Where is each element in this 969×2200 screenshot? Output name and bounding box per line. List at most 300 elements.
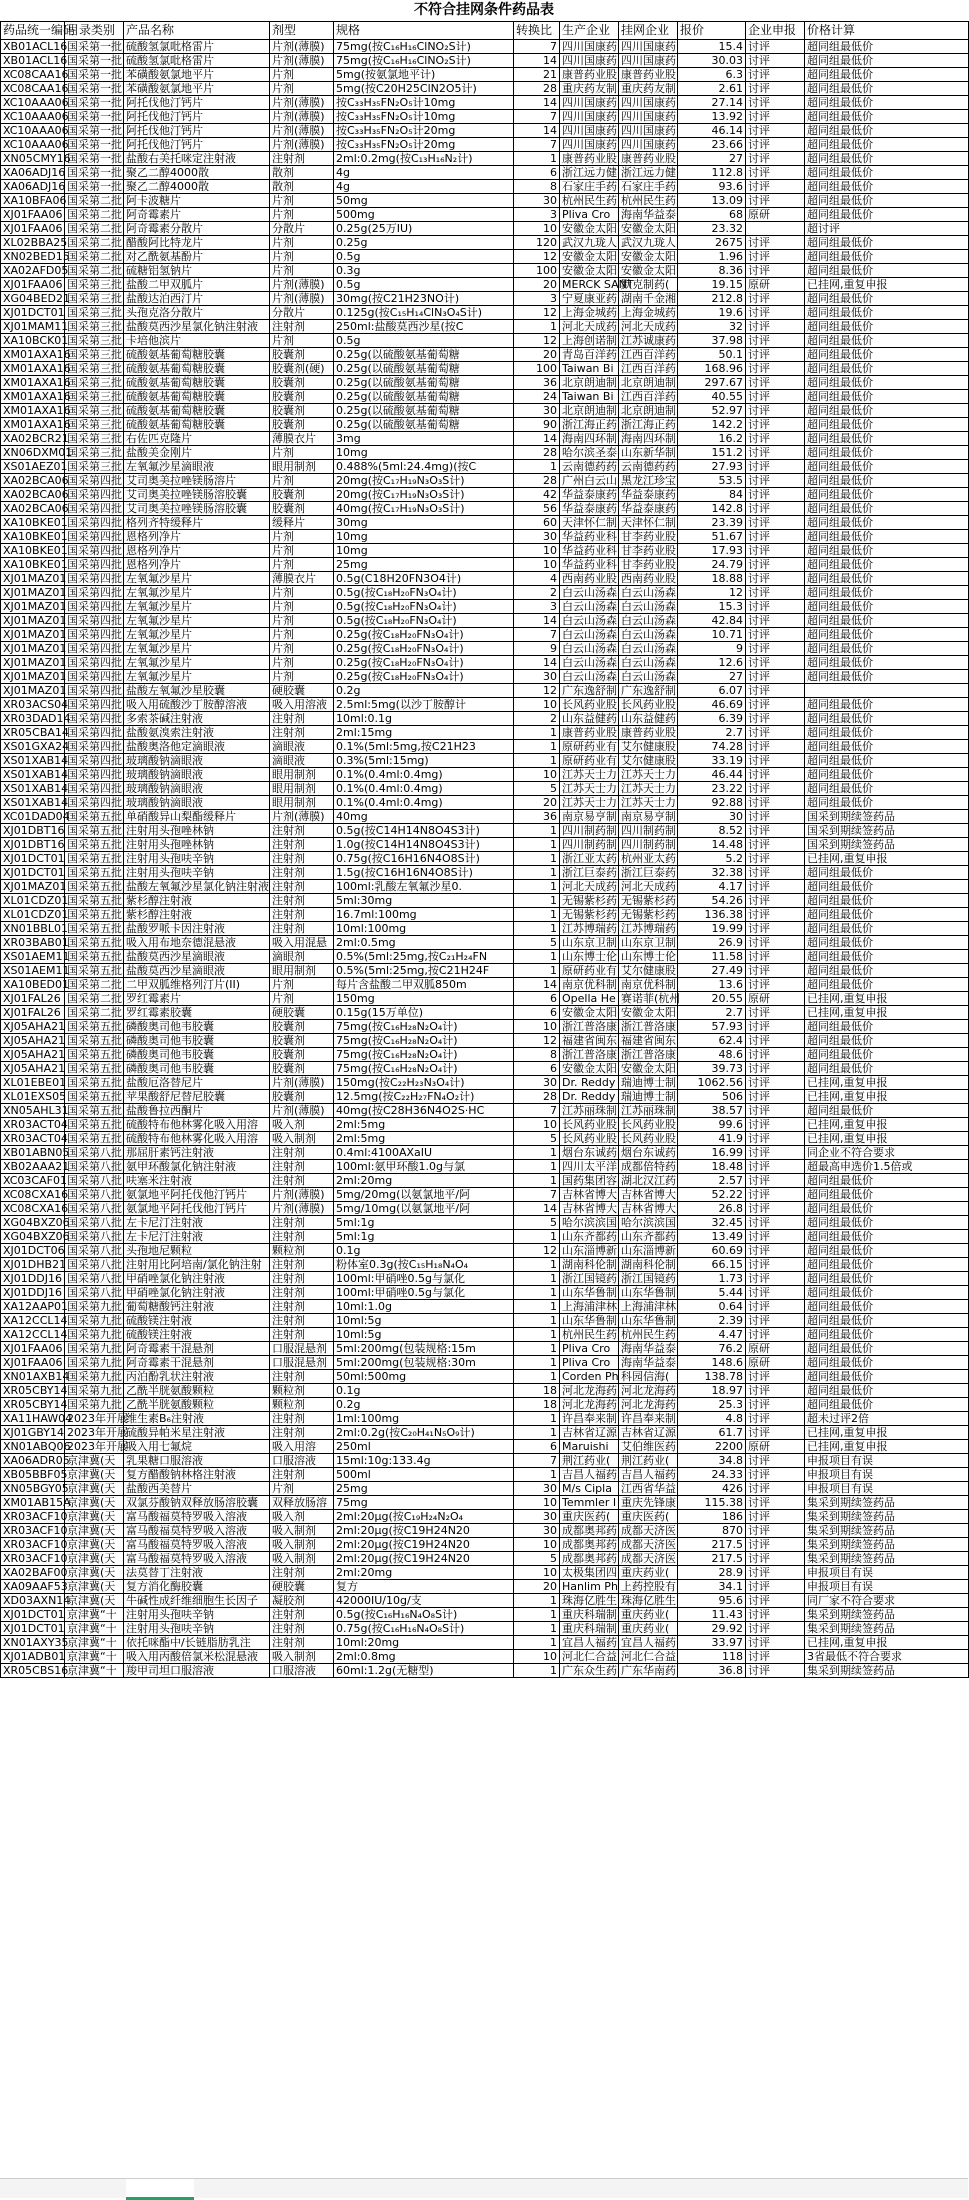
cell-ratio[interactable]: 6 (514, 166, 560, 180)
cell-category[interactable]: 国采第九批 (65, 1398, 124, 1412)
cell-product[interactable]: 聚乙二醇4000散 (124, 166, 270, 180)
cell-price-calc[interactable]: 已挂网,重复申报 (805, 1636, 969, 1650)
cell-spec[interactable]: 5mg/10mg(以氨氯地平/阿 (334, 1202, 514, 1216)
cell-price[interactable]: 6.07 (678, 684, 746, 698)
cell-code[interactable]: XC10AAA06 (1, 110, 65, 124)
cell-code[interactable]: XJ01MAM11 (1, 320, 65, 334)
cell-product[interactable]: 甲硝唑氯化钠注射液 (124, 1286, 270, 1300)
cell-price-calc[interactable]: 超同组最低价 (805, 656, 969, 670)
cell-product[interactable]: 左氧氟沙星片 (124, 642, 270, 656)
cell-manufacturer[interactable]: 江苏天士力 (560, 768, 619, 782)
cell-form[interactable]: 眼用制剂 (270, 964, 334, 978)
cell-category[interactable]: 国采第四批 (65, 782, 124, 796)
cell-price-calc[interactable]: 集采到期续签药品 (805, 1622, 969, 1636)
cell-listing-company[interactable]: 吉林省博大 (619, 1202, 678, 1216)
cell-listing-company[interactable]: 湖南千金湘 (619, 292, 678, 306)
cell-listing-company[interactable]: 湖北汉江药 (619, 1174, 678, 1188)
cell-category[interactable]: 国采第四批 (65, 796, 124, 810)
cell-declaration[interactable]: 讨评 (746, 1398, 805, 1412)
cell-spec[interactable]: 2ml:0.5mg (334, 936, 514, 950)
cell-product[interactable]: 注射用头孢唑林钠 (124, 838, 270, 852)
cell-price[interactable]: 53.5 (678, 474, 746, 488)
cell-category[interactable]: 京津冀(天 (65, 1538, 124, 1552)
cell-product[interactable]: 富马酸福莫特罗吸入溶液 (124, 1510, 270, 1524)
cell-price[interactable]: 4.47 (678, 1328, 746, 1342)
cell-product[interactable]: 复方消化酶胶囊 (124, 1580, 270, 1594)
cell-listing-company[interactable]: 科园信海( (619, 1370, 678, 1384)
cell-form[interactable]: 片剂(薄膜) (270, 1076, 334, 1090)
cell-ratio[interactable]: 12 (514, 1034, 560, 1048)
cell-spec[interactable]: 3mg (334, 432, 514, 446)
cell-form[interactable]: 口服混悬剂 (270, 1342, 334, 1356)
cell-category[interactable]: 国采第四批 (65, 502, 124, 516)
cell-form[interactable]: 注射剂 (270, 1272, 334, 1286)
cell-declaration[interactable]: 讨评 (746, 1510, 805, 1524)
cell-declaration[interactable]: 讨评 (746, 96, 805, 110)
cell-listing-company[interactable]: 江苏天士力 (619, 796, 678, 810)
cell-spec[interactable]: 60ml:1.2g(无糖型) (334, 1664, 514, 1678)
cell-form[interactable]: 注射剂 (270, 1160, 334, 1174)
cell-declaration[interactable]: 讨评 (746, 1426, 805, 1440)
cell-form[interactable]: 片剂 (270, 208, 334, 222)
cell-price-calc[interactable]: 超同组最低价 (805, 936, 969, 950)
cell-code[interactable]: XJ01DCT01 (1, 866, 65, 880)
cell-category[interactable]: 国采第九批 (65, 1342, 124, 1356)
cell-price-calc[interactable]: 集采到期续签药品 (805, 1608, 969, 1622)
cell-manufacturer[interactable]: 江苏丽珠制 (560, 1104, 619, 1118)
cell-price-calc[interactable]: 集采到期续签药品 (805, 1664, 969, 1678)
cell-form[interactable]: 滴眼液 (270, 754, 334, 768)
cell-manufacturer[interactable]: 宜昌人福药 (560, 1636, 619, 1650)
cell-ratio[interactable]: 10 (514, 1496, 560, 1510)
cell-product[interactable]: 硫酸氨基葡萄糖胶囊 (124, 362, 270, 376)
cell-code[interactable]: XM01AXA16 (1, 418, 65, 432)
cell-ratio[interactable]: 1 (514, 824, 560, 838)
cell-manufacturer[interactable]: 长风药业股 (560, 1132, 619, 1146)
cell-manufacturer[interactable]: M/s Cipla (560, 1482, 619, 1496)
cell-manufacturer[interactable]: 长风药业股 (560, 698, 619, 712)
cell-price[interactable]: 93.6 (678, 180, 746, 194)
cell-declaration[interactable]: 原研 (746, 208, 805, 222)
cell-price[interactable]: 4.17 (678, 880, 746, 894)
cell-price[interactable]: 217.5 (678, 1538, 746, 1552)
cell-code[interactable]: XA06ADJ16 (1, 180, 65, 194)
cell-ratio[interactable]: 18 (514, 1398, 560, 1412)
cell-manufacturer[interactable]: 浙江普洛康 (560, 1020, 619, 1034)
cell-code[interactable]: XB01ACL16 (1, 54, 65, 68)
cell-price-calc[interactable]: 超同组最低价 (805, 152, 969, 166)
cell-ratio[interactable]: 10 (514, 1118, 560, 1132)
cell-listing-company[interactable]: 赛诺菲(杭州 (619, 992, 678, 1006)
cell-manufacturer[interactable]: 浙江海正药 (560, 418, 619, 432)
cell-declaration[interactable]: 讨评 (746, 1286, 805, 1300)
cell-manufacturer[interactable]: 北京朗迪制 (560, 376, 619, 390)
cell-spec[interactable]: 150mg(按C₂₂H₂₃N₃O₄计) (334, 1076, 514, 1090)
cell-code[interactable]: XG04BXZ06 (1, 1230, 65, 1244)
cell-declaration[interactable]: 讨评 (746, 922, 805, 936)
cell-spec[interactable]: 0.25g(按C₁₈H₂₀FN₃O₄计) (334, 656, 514, 670)
cell-manufacturer[interactable]: 江苏博瑞药 (560, 922, 619, 936)
cell-manufacturer[interactable]: 山东京卫制 (560, 936, 619, 950)
cell-price-calc[interactable]: 超同组最低价 (805, 1384, 969, 1398)
cell-price-calc[interactable]: 超同组最低价 (805, 880, 969, 894)
cell-form[interactable]: 注射剂 (270, 1426, 334, 1440)
cell-manufacturer[interactable]: 云南德药药 (560, 460, 619, 474)
cell-declaration[interactable]: 讨评 (746, 866, 805, 880)
cell-code[interactable]: XA06ADJ16 (1, 166, 65, 180)
cell-listing-company[interactable]: 瑞迪博士制 (619, 1090, 678, 1104)
cell-listing-company[interactable]: 安徽金太阳 (619, 264, 678, 278)
cell-spec[interactable]: 5ml:1g (334, 1216, 514, 1230)
cell-ratio[interactable]: 21 (514, 68, 560, 82)
cell-price[interactable]: 23.39 (678, 516, 746, 530)
cell-ratio[interactable]: 1 (514, 950, 560, 964)
cell-declaration[interactable]: 讨评 (746, 1146, 805, 1160)
cell-price[interactable]: 18.48 (678, 1160, 746, 1174)
cell-price-calc[interactable]: 超同组最低价 (805, 250, 969, 264)
cell-ratio[interactable]: 20 (514, 278, 560, 292)
cell-code[interactable]: XA02BAF00 (1, 1566, 65, 1580)
cell-code[interactable]: XA10BKE01 (1, 530, 65, 544)
cell-price[interactable]: 33.19 (678, 754, 746, 768)
cell-manufacturer[interactable]: 安徽金太阳 (560, 264, 619, 278)
cell-manufacturer[interactable]: 成都奥邦药 (560, 1524, 619, 1538)
cell-ratio[interactable]: 14 (514, 96, 560, 110)
cell-declaration[interactable]: 讨评 (746, 908, 805, 922)
cell-listing-company[interactable]: 成都天济医 (619, 1552, 678, 1566)
cell-manufacturer[interactable]: Pliva Cro (560, 208, 619, 222)
cell-ratio[interactable]: 7 (514, 138, 560, 152)
cell-category[interactable]: 国采第三批 (65, 390, 124, 404)
cell-product[interactable]: 苯磺酸氨氯地平片 (124, 82, 270, 96)
cell-ratio[interactable]: 6 (514, 1006, 560, 1020)
cell-form[interactable]: 胶囊剂 (270, 348, 334, 362)
cell-ratio[interactable]: 1 (514, 1608, 560, 1622)
cell-listing-company[interactable]: 白云山汤森 (619, 670, 678, 684)
cell-form[interactable]: 注射剂 (270, 1412, 334, 1426)
cell-price[interactable]: 99.6 (678, 1118, 746, 1132)
cell-listing-company[interactable]: 南京易亨制 (619, 810, 678, 824)
cell-form[interactable]: 硬胶囊 (270, 1006, 334, 1020)
cell-code[interactable]: XC08CXA16 (1, 1188, 65, 1202)
cell-form[interactable]: 片剂(薄膜) (270, 1104, 334, 1118)
cell-manufacturer[interactable]: 河北天成药 (560, 880, 619, 894)
cell-ratio[interactable]: 1 (514, 922, 560, 936)
cell-ratio[interactable]: 42 (514, 488, 560, 502)
cell-product[interactable]: 苯磺酸氨氯地平片 (124, 68, 270, 82)
cell-manufacturer[interactable]: Opella He (560, 992, 619, 1006)
cell-manufacturer[interactable]: 白云山汤森 (560, 656, 619, 670)
cell-code[interactable]: XR03DAD14 (1, 712, 65, 726)
cell-form[interactable]: 片剂 (270, 642, 334, 656)
cell-ratio[interactable]: 14 (514, 614, 560, 628)
cell-price[interactable]: 19.6 (678, 306, 746, 320)
cell-spec[interactable]: 50ml:500mg (334, 1370, 514, 1384)
cell-spec[interactable]: 40mg (334, 810, 514, 824)
cell-category[interactable]: 国采第一批 (65, 166, 124, 180)
cell-listing-company[interactable]: 吉昌人福药 (619, 1468, 678, 1482)
cell-category[interactable]: 国采第五批 (65, 1048, 124, 1062)
cell-product[interactable]: 富马酸福莫特罗吸入溶液 (124, 1538, 270, 1552)
cell-listing-company[interactable]: 四川国康药 (619, 40, 678, 54)
cell-price-calc[interactable]: 超同组最低价 (805, 1216, 969, 1230)
cell-category[interactable]: 国采第一批 (65, 54, 124, 68)
cell-listing-company[interactable]: 江西百洋药 (619, 348, 678, 362)
cell-manufacturer[interactable]: Taiwan Bi (560, 390, 619, 404)
cell-spec[interactable]: 0.125g(按C₁₅H₁₄ClN₃O₄S计) (334, 306, 514, 320)
cell-code[interactable]: XN05BGY05 (1, 1482, 65, 1496)
cell-product[interactable]: 氨氯地平阿托伐他汀钙片 (124, 1202, 270, 1216)
cell-spec[interactable]: 0.5g(按C₁₈H₂₀FN₃O₄计) (334, 614, 514, 628)
cell-price-calc[interactable]: 超同组最低价 (805, 1272, 969, 1286)
cell-category[interactable]: 国采第三批 (65, 292, 124, 306)
cell-listing-company[interactable]: 四川国康药 (619, 138, 678, 152)
cell-price[interactable]: 25.3 (678, 1398, 746, 1412)
cell-listing-company[interactable]: 四川制药制 (619, 824, 678, 838)
cell-price-calc[interactable]: 已挂网,重复申报 (805, 1118, 969, 1132)
cell-category[interactable]: 国采第五批 (65, 1076, 124, 1090)
cell-form[interactable]: 眼用制剂 (270, 460, 334, 474)
cell-code[interactable]: XA09AAF53 (1, 1580, 65, 1594)
cell-product[interactable]: 硫酸镁注射液 (124, 1328, 270, 1342)
cell-declaration[interactable]: 讨评 (746, 516, 805, 530)
cell-code[interactable]: XA10BCK01 (1, 334, 65, 348)
cell-price[interactable]: 186 (678, 1510, 746, 1524)
cell-listing-company[interactable]: 康普药业股 (619, 152, 678, 166)
cell-listing-company[interactable]: 艾尔健康股 (619, 740, 678, 754)
cell-product[interactable]: 富马酸福莫特罗吸入溶液 (124, 1552, 270, 1566)
cell-category[interactable]: 国采第五批 (65, 838, 124, 852)
cell-code[interactable]: XA12CCL14 (1, 1314, 65, 1328)
cell-manufacturer[interactable]: 哈尔滨滨国 (560, 1216, 619, 1230)
cell-price-calc[interactable]: 超同组最低价 (805, 1202, 969, 1216)
cell-product[interactable]: 吸入用丙酸倍氯米松混悬液 (124, 1650, 270, 1664)
cell-code[interactable]: XS01XAB14 (1, 768, 65, 782)
cell-price-calc[interactable]: 已挂网,重复申报 (805, 852, 969, 866)
cell-listing-company[interactable]: 重庆药业( (619, 1608, 678, 1622)
cell-price-calc[interactable]: 超同组最低价 (805, 1286, 969, 1300)
cell-product[interactable]: 左氧氟沙星片 (124, 600, 270, 614)
cell-form[interactable]: 注射剂 (270, 1370, 334, 1384)
cell-listing-company[interactable]: 河北龙海药 (619, 1398, 678, 1412)
cell-price[interactable]: 74.28 (678, 740, 746, 754)
cell-product[interactable]: 硫酸镁注射液 (124, 1314, 270, 1328)
cell-spec[interactable]: 0.25g(以硫酸氨基葡萄糖 (334, 418, 514, 432)
cell-category[interactable]: 国采第二批 (65, 978, 124, 992)
cell-product[interactable]: 氨氯地平阿托伐他汀钙片 (124, 1188, 270, 1202)
cell-price-calc[interactable]: 超同组最低价 (805, 68, 969, 82)
cell-price[interactable]: 60.69 (678, 1244, 746, 1258)
cell-product[interactable]: 乙酰半胱氨酸颗粒 (124, 1398, 270, 1412)
cell-code[interactable]: XJ01DDJ16 (1, 1272, 65, 1286)
cell-price-calc[interactable]: 已挂网,重复申报 (805, 1006, 969, 1020)
cell-category[interactable]: 国采第一批 (65, 96, 124, 110)
cell-spec[interactable]: 2ml:0.8mg (334, 1650, 514, 1664)
cell-price-calc[interactable]: 超同组最低价 (805, 1342, 969, 1356)
cell-category[interactable]: 国采第四批 (65, 698, 124, 712)
cell-ratio[interactable]: 2 (514, 586, 560, 600)
cell-manufacturer[interactable]: 华益泰康药 (560, 488, 619, 502)
cell-price[interactable]: 13.49 (678, 1230, 746, 1244)
cell-price[interactable]: 27 (678, 152, 746, 166)
cell-price-calc[interactable]: 超同组最低价 (805, 642, 969, 656)
cell-category[interactable]: 国采第五批 (65, 964, 124, 978)
cell-code[interactable]: XA12AAP01 (1, 1300, 65, 1314)
cell-category[interactable]: 国采第五批 (65, 1118, 124, 1132)
cell-form[interactable]: 胶囊剂 (270, 404, 334, 418)
cell-code[interactable]: XN05AHL31 (1, 1104, 65, 1118)
cell-form[interactable]: 片剂(薄膜) (270, 278, 334, 292)
cell-declaration[interactable]: 讨评 (746, 782, 805, 796)
cell-product[interactable]: 硫酸异帕米星注射液 (124, 1426, 270, 1440)
cell-listing-company[interactable]: 杭州民生药 (619, 194, 678, 208)
cell-code[interactable]: XC10AAA06 (1, 96, 65, 110)
cell-listing-company[interactable]: 康普药业股 (619, 726, 678, 740)
cell-price-calc[interactable]: 3省最低不符合要求 (805, 1650, 969, 1664)
cell-declaration[interactable]: 讨评 (746, 1300, 805, 1314)
cell-declaration[interactable]: 讨评 (746, 852, 805, 866)
cell-price-calc[interactable]: 超同组最低价 (805, 1174, 969, 1188)
cell-listing-company[interactable]: 安徽金太阳 (619, 250, 678, 264)
cell-price[interactable]: 136.38 (678, 908, 746, 922)
cell-manufacturer[interactable]: Maruishi (560, 1440, 619, 1454)
cell-spec[interactable]: 40mg(按C₁₇H₁₉N₃O₃S计) (334, 502, 514, 516)
cell-form[interactable]: 注射剂 (270, 1608, 334, 1622)
cell-code[interactable]: XA10BKE01 (1, 544, 65, 558)
cell-declaration[interactable]: 讨评 (746, 1132, 805, 1146)
cell-spec[interactable]: 500mg (334, 208, 514, 222)
cell-listing-company[interactable]: 浙江远力健 (619, 166, 678, 180)
cell-manufacturer[interactable]: 南京易亨制 (560, 810, 619, 824)
cell-declaration[interactable]: 讨评 (746, 1174, 805, 1188)
cell-category[interactable]: 国采第三批 (65, 404, 124, 418)
cell-price[interactable]: 20.55 (678, 992, 746, 1006)
cell-product[interactable]: 维生素B₆注射液 (124, 1412, 270, 1426)
cell-declaration[interactable]: 讨评 (746, 1104, 805, 1118)
cell-category[interactable]: 国采第九批 (65, 1300, 124, 1314)
cell-listing-company[interactable]: 华益泰康药 (619, 488, 678, 502)
cell-price-calc[interactable]: 超同组最低价 (805, 908, 969, 922)
cell-category[interactable]: 国采第三批 (65, 306, 124, 320)
cell-listing-company[interactable]: 海南华益泰 (619, 1342, 678, 1356)
cell-manufacturer[interactable]: 安徽金太阳 (560, 250, 619, 264)
cell-code[interactable]: XA06ADR05 (1, 1454, 65, 1468)
cell-price[interactable]: 297.67 (678, 376, 746, 390)
cell-code[interactable]: XN01ABQ06 (1, 1440, 65, 1454)
cell-listing-company[interactable]: 重庆药友制 (619, 82, 678, 96)
cell-code[interactable]: XJ01FAA06 (1, 208, 65, 222)
cell-form[interactable]: 滴眼剂 (270, 950, 334, 964)
cell-category[interactable]: 国采第一批 (65, 124, 124, 138)
cell-category[interactable]: 国采第五批 (65, 950, 124, 964)
cell-manufacturer[interactable]: 杭州民生药 (560, 1328, 619, 1342)
cell-code[interactable]: XM01AXA16 (1, 404, 65, 418)
cell-product[interactable]: 氨甲环酸氯化钠注射液 (124, 1160, 270, 1174)
cell-category[interactable]: 京津冀(天 (65, 1468, 124, 1482)
cell-ratio[interactable]: 1 (514, 1370, 560, 1384)
cell-category[interactable]: 国采第九批 (65, 1356, 124, 1370)
cell-manufacturer[interactable]: 烟台东诚药 (560, 1146, 619, 1160)
cell-listing-company[interactable]: 白云山汤森 (619, 600, 678, 614)
cell-form[interactable]: 片剂(薄膜) (270, 1188, 334, 1202)
cell-form[interactable]: 注射剂 (270, 1174, 334, 1188)
cell-listing-company[interactable]: 山东博士伦 (619, 950, 678, 964)
cell-price[interactable]: 26.8 (678, 1202, 746, 1216)
cell-form[interactable]: 口服溶液 (270, 1454, 334, 1468)
cell-listing-company[interactable]: 白云山汤森 (619, 586, 678, 600)
cell-ratio[interactable]: 20 (514, 796, 560, 810)
cell-declaration[interactable]: 讨评 (746, 1566, 805, 1580)
cell-code[interactable]: XL01CDZ01 (1, 894, 65, 908)
cell-price[interactable]: 41.9 (678, 1132, 746, 1146)
cell-ratio[interactable]: 10 (514, 222, 560, 236)
cell-spec[interactable]: 0.15g(15万单位) (334, 1006, 514, 1020)
cell-listing-company[interactable]: 甘李药业股 (619, 530, 678, 544)
cell-product[interactable]: 阿奇霉素片 (124, 208, 270, 222)
cell-manufacturer[interactable]: 四川制药制 (560, 838, 619, 852)
cell-manufacturer[interactable]: 江苏天士力 (560, 796, 619, 810)
cell-price-calc[interactable]: 超同组最低价 (805, 1258, 969, 1272)
cell-declaration[interactable]: 讨评 (746, 796, 805, 810)
cell-spec[interactable]: 0.4ml:4100AXaIU (334, 1146, 514, 1160)
cell-category[interactable]: 国采第四批 (65, 754, 124, 768)
cell-product[interactable]: 左氧氟沙星片 (124, 614, 270, 628)
cell-declaration[interactable]: 讨评 (746, 1258, 805, 1272)
cell-price[interactable]: 115.38 (678, 1496, 746, 1510)
cell-price[interactable]: 48.6 (678, 1048, 746, 1062)
cell-product[interactable]: 罗红霉素片 (124, 992, 270, 1006)
cell-declaration[interactable]: 讨评 (746, 1482, 805, 1496)
cell-manufacturer[interactable]: 四川国康药 (560, 124, 619, 138)
cell-code[interactable]: XC01DAD04 (1, 810, 65, 824)
cell-manufacturer[interactable]: 四川国康药 (560, 110, 619, 124)
cell-code[interactable]: XJ01FAA06 (1, 1356, 65, 1370)
cell-ratio[interactable]: 12 (514, 334, 560, 348)
cell-price[interactable]: 39.73 (678, 1062, 746, 1076)
cell-declaration[interactable]: 讨评 (746, 530, 805, 544)
cell-code[interactable]: XR05CBY14 (1, 1384, 65, 1398)
cell-category[interactable]: 国采第八批 (65, 1174, 124, 1188)
cell-form[interactable]: 吸入用溶 (270, 1440, 334, 1454)
cell-manufacturer[interactable]: 四川国康药 (560, 138, 619, 152)
cell-code[interactable]: XB05BBF05 (1, 1468, 65, 1482)
cell-code[interactable]: XA12CCL14 (1, 1328, 65, 1342)
cell-product[interactable]: 磷酸奥司他韦胶囊 (124, 1062, 270, 1076)
cell-form[interactable]: 注射剂 (270, 152, 334, 166)
cell-ratio[interactable]: 10 (514, 1650, 560, 1664)
cell-price-calc[interactable]: 超同组最低价 (805, 866, 969, 880)
cell-code[interactable]: XS01XAB14 (1, 782, 65, 796)
cell-listing-company[interactable]: 四川国康药 (619, 124, 678, 138)
cell-category[interactable]: 国采第三批 (65, 418, 124, 432)
cell-ratio[interactable]: 1 (514, 1174, 560, 1188)
cell-spec[interactable]: 42000IU/10g/支 (334, 1594, 514, 1608)
cell-spec[interactable]: 100ml:乳酸左氧氟沙星0. (334, 880, 514, 894)
cell-ratio[interactable]: 1 (514, 1342, 560, 1356)
cell-ratio[interactable]: 36 (514, 810, 560, 824)
cell-ratio[interactable]: 1 (514, 152, 560, 166)
cell-price[interactable]: 27 (678, 670, 746, 684)
cell-spec[interactable]: 0.3g (334, 264, 514, 278)
cell-spec[interactable]: 2ml:20μg(按C19H24N20 (334, 1538, 514, 1552)
cell-manufacturer[interactable]: 上海浦津林 (560, 1300, 619, 1314)
cell-price-calc[interactable]: 超同组最低价 (805, 768, 969, 782)
cell-manufacturer[interactable]: 河北龙海药 (560, 1398, 619, 1412)
cell-declaration[interactable]: 讨评 (746, 1090, 805, 1104)
cell-code[interactable]: XB01ABN05 (1, 1146, 65, 1160)
cell-ratio[interactable]: 20 (514, 1580, 560, 1594)
cell-category[interactable]: 国采第三批 (65, 320, 124, 334)
